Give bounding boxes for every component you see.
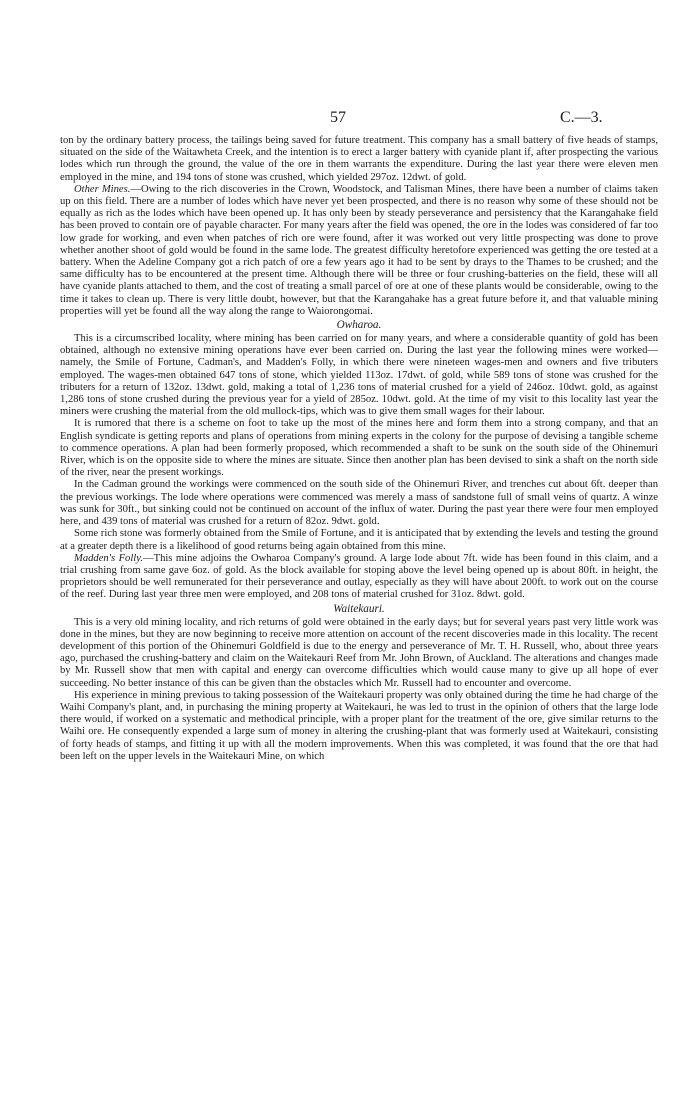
paragraph-text: —This mine adjoins the Owharoa Company's ground. A large lode about 7ft. wide has been found in this claim, and a trial crushing from same gave 6oz. of gold. As the block available for stoping above the level being opened up is about 80ft. in height, the proprietors should be well remunerated for their perseverance and outlay, especially as they will have about 200ft. to work out on the course of the reef. During last year three men were employed, and 208 tons of material crushed for 31oz. 8dwt. gold. <box>60 552 659 601</box>
paragraph: In the Cadman ground the workings were commenced on the south side of the Ohinemuri River, and trenches cut about 6ft. deeper than the previous workings. The lode where operations were commenced was merely a mass of sandstone full of small veins of quartz. A winze was sunk for 30ft., but sinking could not be continued on account of the influx of water. During the past year there were four men employed here, and 439 tons of material was crushed for a return of 82oz. 9dwt. gold. <box>60 479 658 528</box>
body-text <box>60 135 658 763</box>
paragraph: This is a circumscribed locality, where mining has been carried on for many years, and where a considerable quantity of gold has been obtained, although no extensive mining operations have ever been carried on. During the last year the following mines were worked—namely, the Smile of Fortune, Cadman's, and Madden's Folly, in which there were nineteen wages-men and owners and five tributers employed. The wages-men obtained 647 tons of stone, which yielded 113oz. 17dwt. of gold, while 589 tons of stone was crushed for the tributers for a return of 132oz. 13dwt. gold, making a total of 1,236 tons of material crushed for a yield of 246oz. 10dwt. gold, as against 1,286 tons of stone crushed during the previous year for a yield of 285oz. 10dwt. gold. At the time of my visit to this locality last year the miners were crushing the material from the old mullock-tips, which was to give them small wages for their labour. <box>60 333 658 418</box>
paragraph-other-mines <box>60 184 658 318</box>
paragraph: This is a very old mining locality, and rich returns of gold were obtained in the early days; but for several years past very little work was done in the mines, but they are now beginning to receive more attention on account of the recent discoveries made in this locality. The recent development of this portion of the Ohinemuri Goldfield is due to the energy and perseverance of Mr. T. H. Russell, who, about three years ago, purchased the crushing-battery and claim on the Waitekauri Reef from Mr. John Brown, of Auckland. The alterations and changes made by Mr. Russell show that men with capital and energy can overcome difficulties which would cause many to give up all hope of ever succeeding. No better instance of this can be given than the obstacles which Mr. Russell had to encounter and overcome. <box>60 616 658 689</box>
parliamentary-reference: C.—3. <box>560 109 603 126</box>
section-heading-owharoa: Owharoa. <box>336 319 382 332</box>
page-number: 57 <box>330 109 346 126</box>
paragraph: His experience in mining previous to taking possession of the Waitekauri property was only obtained during the time he had charge of the Waihi Company's plant, and, in purchasing the mining property at Waitekauri, he was led to trust in the opinion of others that the large lode there would, if worked on a systematic and methodical principle, with a proper plant for the treatment of the ore, give similar returns to the Waihi ore. He consequently expended a large sum of money in altering the crushing-plant that was formerly used at Waitekauri, consisting of forty heads of stamps, and fitting it up with all the modern improvements. When this was completed, it was found that the ore that had been left on the upper levels in the Waitekauri Mine, on which <box>60 689 658 762</box>
paragraph: Some rich stone was formerly obtained from the Smile of Fortune, and it is anticipated that by extending the levels and testing the ground at a greater depth there is a likelihood of good returns being again obtained from this mine. <box>60 528 658 552</box>
paragraph-maddens-folly <box>60 553 658 602</box>
subheading-maddens-folly: Madden's Folly. <box>74 552 143 564</box>
page-header <box>0 109 700 131</box>
subheading-other-mines: Other Mines. <box>74 183 131 195</box>
paragraph-text: —Owing to the rich discoveries in the Crown, Woodstock, and Talisman Mines, there have been a number of claims taken up on this field. There are a number of lodes which have never yet been prospected, and there is no reason why some of these should not be equally as rich as the lodes which have been opened up. It has only been by steady perseverance and persistency that the Karangahake field has been proved to contain ore of payable character. For many years after the field was opened, the ore in the lodes was considered of far too low grade for working, and even when patches of rich ore were found, after it was worked out very little prospecting was done to prove whether another shoot of gold would be found in the same lode. The greatest difficulty heretofore experienced was getting the ore tested at a battery. When the Adeline Company got a rich patch of ore a few years ago it had to be sent by drays to the Thames to be crushed; and the same difficulty has to be encountered at the present time. Although there will be three or four crushing-batteries on the field, these will all have cyanide plants attached to them, and the cost of treating a small parcel of ore at one of these plants would be considerable, owing to the time it takes to clean up. There is very little doubt, however, but that the Karangahake has a great future before it, and that valuable mining properties will yet be found all the way along the range to Waiorongomai. <box>60 183 658 317</box>
paragraph: It is rumored that there is a scheme on foot to take up the most of the mines here and form them into a strong company, and that an English syndicate is getting reports and plans of operations from mining experts in the colony for the purpose of devising a tangible scheme to commence operations. A plan had been formerly proposed, which recommended a shaft to be sunk on the south side of the Ohinemuri River, which is on the opposite side to where the mines are situate. Since then another plan has been devised to sink a shaft on the north side of the river, near the present workings. <box>60 418 658 479</box>
paragraph-continuation: ton by the ordinary battery process, the tailings being saved for future treatment. This company has a small battery of five heads of stamps, situated on the side of the Waitawheta Creek, and the intention is to erect a larger battery with cyanide plant if, after prospecting the various lodes which run through the ground, the value of the ore in them warrants the expenditure. During the last year there were eleven men employed in the mine, and 194 tons of stone was crushed, which yielded 297oz. 12dwt. of gold. <box>60 135 658 183</box>
section-heading-waitekauri: Waitekauri. <box>333 602 385 615</box>
